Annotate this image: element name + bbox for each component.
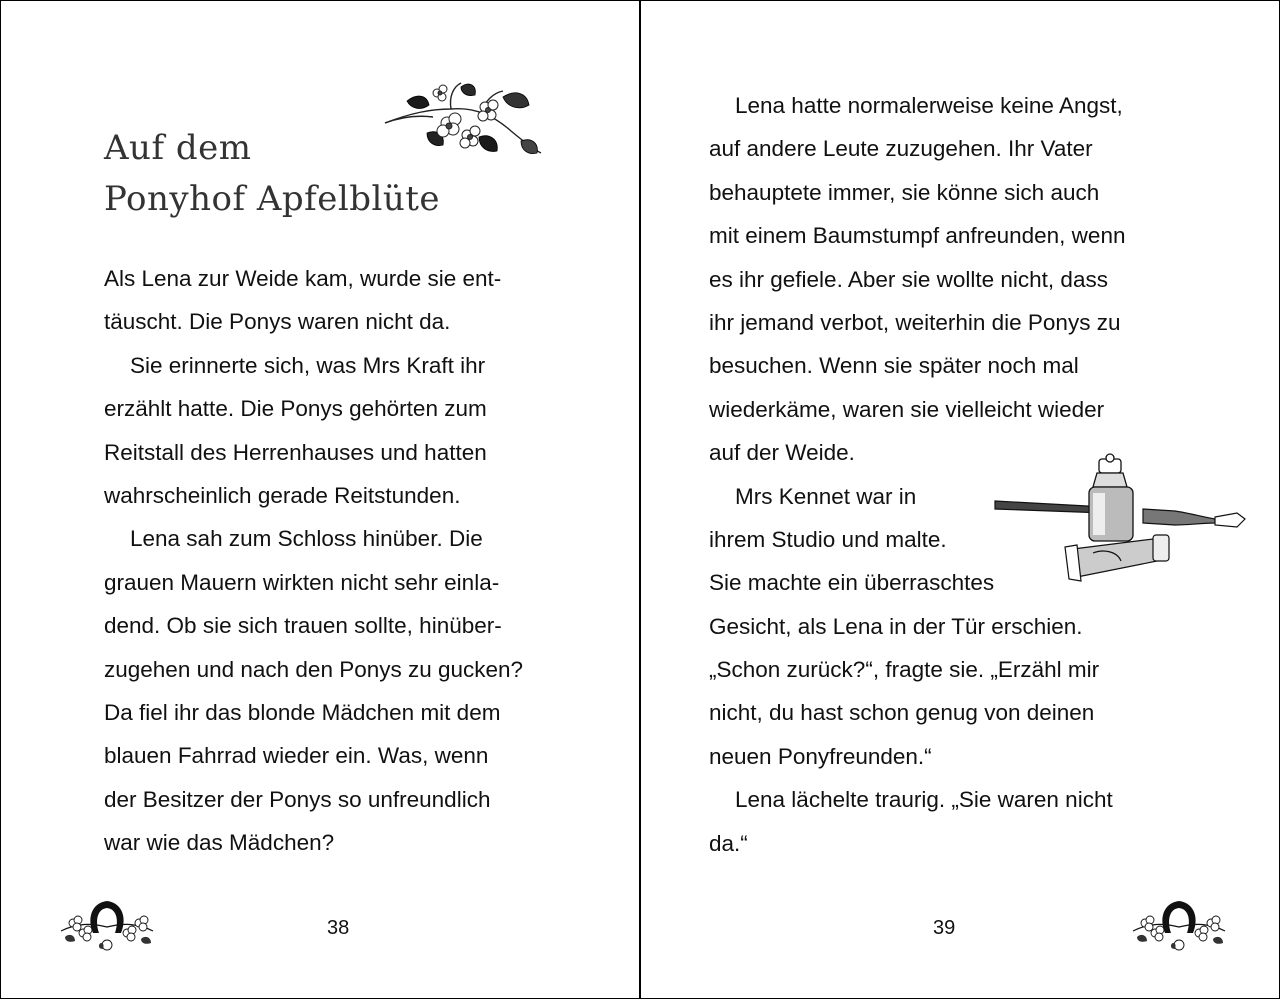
- page-number: 39: [933, 917, 956, 939]
- text-line: grauen Mauern wirkten nicht sehr einla-: [104, 569, 500, 595]
- text-line: auf der Weide.: [709, 440, 855, 466]
- text-line: blauen Fahrrad wieder ein. Was, wenn: [104, 743, 489, 769]
- text-line: Lena lächelte traurig. „Sie waren nicht: [735, 787, 1113, 813]
- chapter-title-line-1: Auf dem: [104, 128, 252, 168]
- text-line: wahrscheinlich gerade Reitstunden.: [104, 482, 461, 508]
- text-line: der Besitzer der Ponys so unfreundlich: [104, 786, 491, 812]
- text-line: Da fiel ihr das blonde Mädchen mit dem: [104, 699, 501, 725]
- text-line: ihr jemand verbot, weiterhin die Ponys zu: [709, 309, 1121, 335]
- apple-blossom-branch-icon: [381, 79, 546, 174]
- text-line: behauptete immer, sie könne sich auch: [709, 179, 1100, 205]
- text-line: erzählt hatte. Die Ponys gehörten zum: [104, 396, 487, 422]
- text-line: neuen Ponyfreunden.“: [709, 743, 932, 769]
- horseshoe-with-flowers-icon: [57, 893, 157, 955]
- text-line: Mrs Kennet war in: [735, 483, 917, 509]
- text-line: zugehen und nach den Ponys zu gucken?: [104, 656, 524, 682]
- text-line: Gesicht, als Lena in der Tür erschien.: [709, 613, 1083, 639]
- horseshoe-with-flowers-icon: [1129, 893, 1229, 955]
- text-line: mit einem Baumstumpf anfreunden, wenn: [709, 223, 1126, 249]
- page-number: 38: [327, 917, 350, 939]
- text-line: Lena hatte normalerweise keine Angst,: [735, 93, 1123, 118]
- chapter-title-line-2: Ponyhof Apfelblüte: [104, 179, 441, 219]
- left-page: [1, 1, 639, 998]
- right-page: [641, 1, 1279, 998]
- text-line: Reitstall des Herrenhauses und hatten: [104, 439, 487, 465]
- text-line: Sie machte ein überraschtes: [709, 570, 995, 596]
- text-line: wiederkäme, waren sie vielleicht wieder: [709, 396, 1105, 422]
- text-line: täuscht. Die Ponys waren nicht da.: [104, 309, 451, 335]
- text-line: „Schon zurück?“, fragte sie. „Erzähl mir: [709, 657, 1100, 683]
- paintbrush-and-paint-tube-icon: [993, 453, 1249, 583]
- text-line: dend. Ob sie sich trauen sollte, hinüber-: [104, 613, 502, 639]
- left-page-text: [104, 257, 604, 864]
- text-line: Als Lena zur Weide kam, wurde sie ent-: [104, 266, 502, 291]
- text-line: ihrem Studio und malte.: [709, 526, 947, 552]
- text-line: da.“: [709, 830, 748, 856]
- text-line: war wie das Mädchen?: [104, 830, 335, 856]
- text-line: nicht, du hast schon genug von deinen: [709, 700, 1095, 726]
- text-line: Sie erinnerte sich, was Mrs Kraft ihr: [130, 352, 486, 378]
- text-line: auf andere Leute zuzugehen. Ihr Vater: [709, 136, 1093, 162]
- text-line: Lena sah zum Schloss hinüber. Die: [130, 526, 483, 552]
- text-line: es ihr gefiele. Aber sie wollte nicht, dass: [709, 266, 1108, 292]
- text-line: besuchen. Wenn sie später noch mal: [709, 353, 1079, 379]
